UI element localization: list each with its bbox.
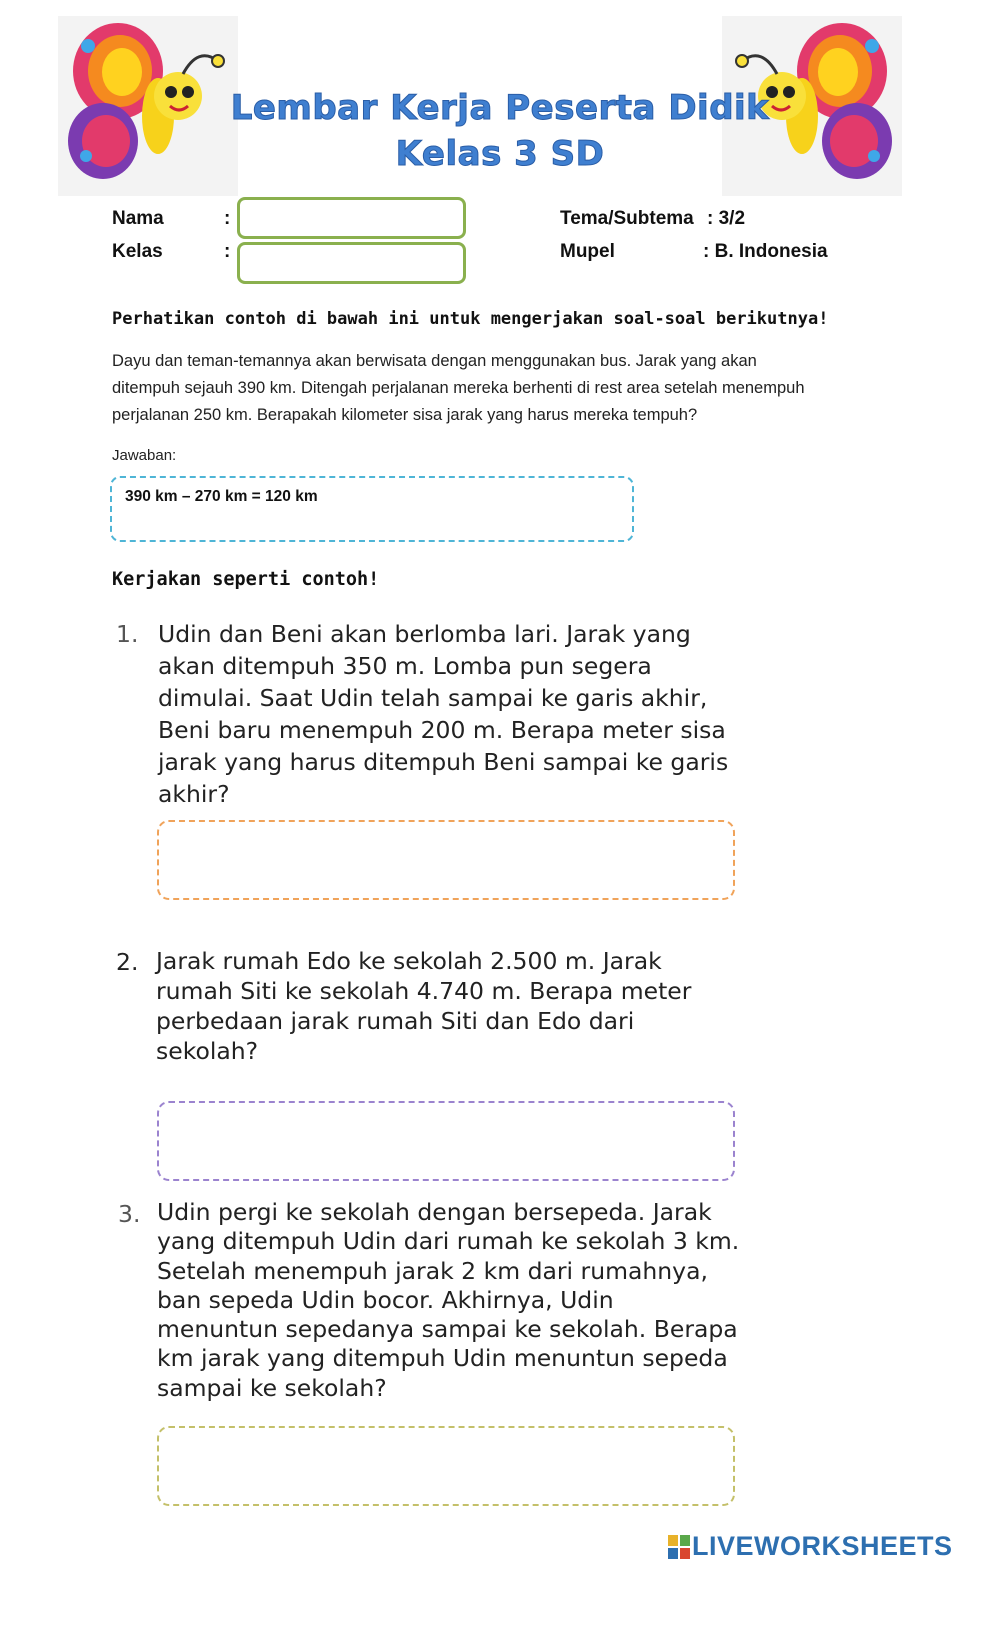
example-paragraph: [112, 348, 805, 429]
question-1-line: akhir?: [158, 780, 230, 808]
question-3-line: sampai ke sekolah?: [157, 1373, 387, 1402]
question-2-line: rumah Siti ke sekolah 4.740 m. Berapa meter: [156, 977, 692, 1005]
question-2-line: Jarak rumah Edo ke sekolah 2.500 m. Jarak: [156, 947, 662, 975]
example-paragraph-line3: perjalanan 250 km. Berapakah kilometer sisa jarak yang harus mereka tempuh?: [112, 406, 698, 424]
nama-colon: :: [224, 208, 231, 229]
logo-text: LIVEWORKSHEETS: [692, 1531, 953, 1561]
example-instruction: Perhatikan contoh di bawah ini untuk mengerjakan soal-soal berikutnya!: [112, 309, 829, 329]
question-3-number: 3.: [118, 1200, 141, 1228]
logo-grid-icon: [668, 1535, 690, 1559]
tema-value: : 3/2: [707, 208, 746, 229]
answer-label: Jawaban:: [112, 447, 177, 464]
question-1-line: jarak yang harus ditempuh Beni sampai ke garis: [158, 748, 729, 776]
worksheet-title-line1: Lembar Kerja Peserta Didik: [230, 88, 770, 128]
question-1-text: [158, 618, 728, 810]
example-answer-text: 390 km – 270 km = 120 km: [125, 488, 318, 505]
question-3-answer-box[interactable]: [157, 1426, 735, 1506]
example-answer-box: [110, 476, 634, 542]
question-2-line: perbedaan jarak rumah Siti dan Edo dari: [156, 1007, 635, 1035]
question-3-line: yang ditempuh Udin dari rumah ke sekolah 3 km.: [157, 1227, 740, 1256]
question-3-line: ban sepeda Udin bocor. Akhirnya, Udin: [157, 1285, 614, 1314]
question-1-line: dimulai. Saat Udin telah sampai ke garis akhir,: [158, 684, 708, 712]
question-1-line: akan ditempuh 350 m. Lomba pun segera: [158, 652, 652, 680]
question-3-line: Setelah menempuh jarak 2 km dari rumahnya,: [157, 1256, 708, 1285]
question-2-line: sekolah?: [156, 1037, 259, 1065]
worksheet-title-line2: Kelas 3 SD: [395, 134, 605, 174]
question-3-line: menuntun sepedanya sampai ke sekolah. Berapa: [157, 1315, 738, 1344]
tema-label: Tema/Subtema: [560, 208, 694, 229]
question-3-text: [157, 1198, 739, 1403]
kelas-colon: :: [224, 241, 231, 262]
question-1-answer-box[interactable]: [157, 820, 735, 900]
example-paragraph-line1: Dayu dan teman-temannya akan berwisata dengan menggunakan bus. Jarak yang akan: [112, 352, 757, 370]
question-2-text: [156, 946, 691, 1066]
question-2-number: 2.: [116, 948, 139, 976]
question-2-answer-box[interactable]: [157, 1101, 735, 1181]
nama-input[interactable]: [237, 197, 466, 239]
kelas-input[interactable]: [237, 242, 466, 284]
question-1-line: Beni baru menempuh 200 m. Berapa meter sisa: [158, 716, 726, 744]
kelas-label: Kelas: [112, 241, 163, 262]
question-3-line: km jarak yang ditempuh Udin menuntun sepeda: [157, 1344, 728, 1373]
question-3-line: Udin pergi ke sekolah dengan bersepeda. Jarak: [157, 1198, 712, 1226]
exercise-instruction: Kerjakan seperti contoh!: [112, 569, 380, 590]
example-paragraph-line2: ditempuh sejauh 390 km. Ditengah perjalanan mereka berhenti di rest area setelah menempuh: [112, 379, 805, 397]
nama-label: Nama: [112, 208, 164, 229]
liveworksheets-logo[interactable]: [668, 1531, 968, 1565]
mupel-label: Mupel: [560, 241, 615, 262]
mupel-value: : B. Indonesia: [703, 241, 828, 262]
question-1-number: 1.: [116, 620, 139, 648]
question-1-line: Udin dan Beni akan berlomba lari. Jarak yang: [158, 620, 691, 648]
